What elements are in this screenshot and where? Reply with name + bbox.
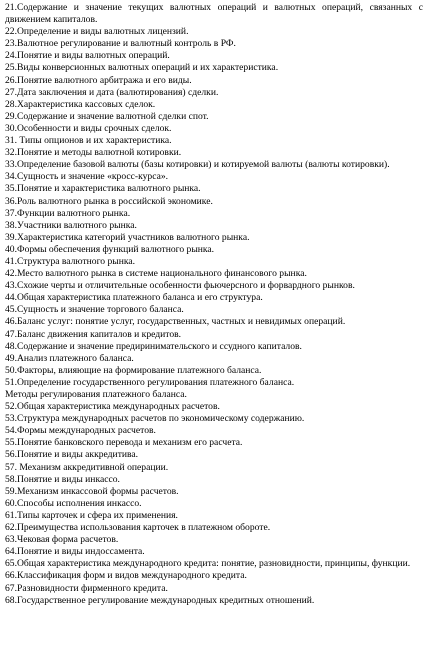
list-item: 24.Понятие и виды валютных операций. xyxy=(5,50,170,62)
list-item: 34.Сущность и значение «кросс-курса». xyxy=(5,171,169,183)
list-item: 54.Формы международных расчетов. xyxy=(5,425,156,437)
list-item: 35.Понятие и характеристика валютного рынка. xyxy=(5,183,201,195)
list-item: 66.Классификация форм и видов международного кредита. xyxy=(5,570,247,582)
list-item: 56.Понятие и виды аккредитива. xyxy=(5,449,139,461)
list-item: 39.Характеристика категорий участников валютного рынка. xyxy=(5,231,250,243)
list-item: 58.Понятие и виды инкассо. xyxy=(5,473,120,485)
list-item: 57. Механизм аккредитивной операции. xyxy=(5,461,169,473)
list-item: 28.Характеристика кассовых сделок. xyxy=(5,98,156,110)
list-item: 30.Особенности и виды срочных сделок. xyxy=(5,122,172,134)
list-item: 59.Механизм инкассовой формы расчетов. xyxy=(5,485,179,497)
list-item: 38.Участники валютного рынка. xyxy=(5,219,137,231)
list-item: 62.Преимущества использования карточек в платежном обороте. xyxy=(5,522,271,534)
list-item: 67.Разновидности фирменного кредита. xyxy=(5,582,168,594)
list-item: 40.Формы обеспечения функций валютного рынка. xyxy=(5,243,215,255)
list-item: 42.Место валютного рынка в системе национального финансового рынка. xyxy=(5,268,307,280)
list-item: 32.Понятие и методы валютной котировки. xyxy=(5,147,182,159)
list-item: 63.Чековая форма расчетов. xyxy=(5,534,119,546)
list-item: 41.Структура валютного рынка. xyxy=(5,255,136,267)
list-item: 64.Понятие и виды индоссамента. xyxy=(5,546,145,558)
list-item: 60.Способы исполнения инкассо. xyxy=(5,497,142,509)
list-item: 65.Общая характеристика международного кредита: понятие, разновидности, принципы, функции. xyxy=(5,558,411,570)
list-item: 33.Определение базовой валюты (базы котировки) и котируемой валюты (валюты котировки). xyxy=(5,159,390,171)
list-item: 50.Факторы, влияющие на формирование платежного баланса. xyxy=(5,364,262,376)
list-item: 44.Общая характеристика платежного баланса и его структура. xyxy=(5,292,263,304)
list-item: 52.Общая характеристика международных расчетов. xyxy=(5,401,220,413)
list-item: 45.Сущность и значение торгового баланса. xyxy=(5,304,184,316)
list-item: 61.Типы карточек и сфера их применения. xyxy=(5,509,178,521)
list-item: 26.Понятие валютного арбитража и его виды. xyxy=(5,74,192,86)
list-item: 21.Содержание и значение текущих валютных операций и валютных операций, связанных с движением капиталов. xyxy=(5,2,423,26)
list-item: 43.Схожие черты и отличительные особенности фьючерсного и форвардного рынков. xyxy=(5,280,355,292)
list-item: 25.Виды конверсионных валютных операций и их характеристика. xyxy=(5,62,279,74)
list-item: 46.Баланс услуг: понятие услуг, государственных, частных и невидимых операций. xyxy=(5,316,346,328)
list-item: 47.Баланс движения капиталов и кредитов. xyxy=(5,328,182,340)
list-item: 55.Понятие банковского перевода и механизм его расчета. xyxy=(5,437,243,449)
list-item: Методы регулирования платежного баланса. xyxy=(5,389,187,400)
list-item: 48.Содержание и значение предиринимательского и ссудного капиталов. xyxy=(5,340,302,352)
list-item: 29.Содержание и значение валютной сделки спот. xyxy=(5,110,209,122)
list-item: 23.Валютное регулирование и валютный контроль в РФ. xyxy=(5,38,236,50)
list-item: 36.Роль валютного рынка в российской экономике. xyxy=(5,195,213,207)
list-item: 53.Структура международных расчетов по экономическому содержанию. xyxy=(5,413,305,425)
list-item: 49.Анализ платежного баланса. xyxy=(5,352,134,364)
list-item: 68.Государственное регулирование международных кредитных отношений. xyxy=(5,594,315,606)
list-item: 51.Определение государственного регулирования платежного баланса. xyxy=(5,376,295,388)
list-item: 27.Дата заключения и дата (валютирования) сделки. xyxy=(5,86,219,98)
list-item: 22.Определение и виды валютных лицензий. xyxy=(5,26,189,38)
list-item: 37.Функции валютного рынка. xyxy=(5,207,131,219)
list-item: 31. Типы опционов и их характеристика. xyxy=(5,135,172,147)
document-page xyxy=(5,2,423,607)
